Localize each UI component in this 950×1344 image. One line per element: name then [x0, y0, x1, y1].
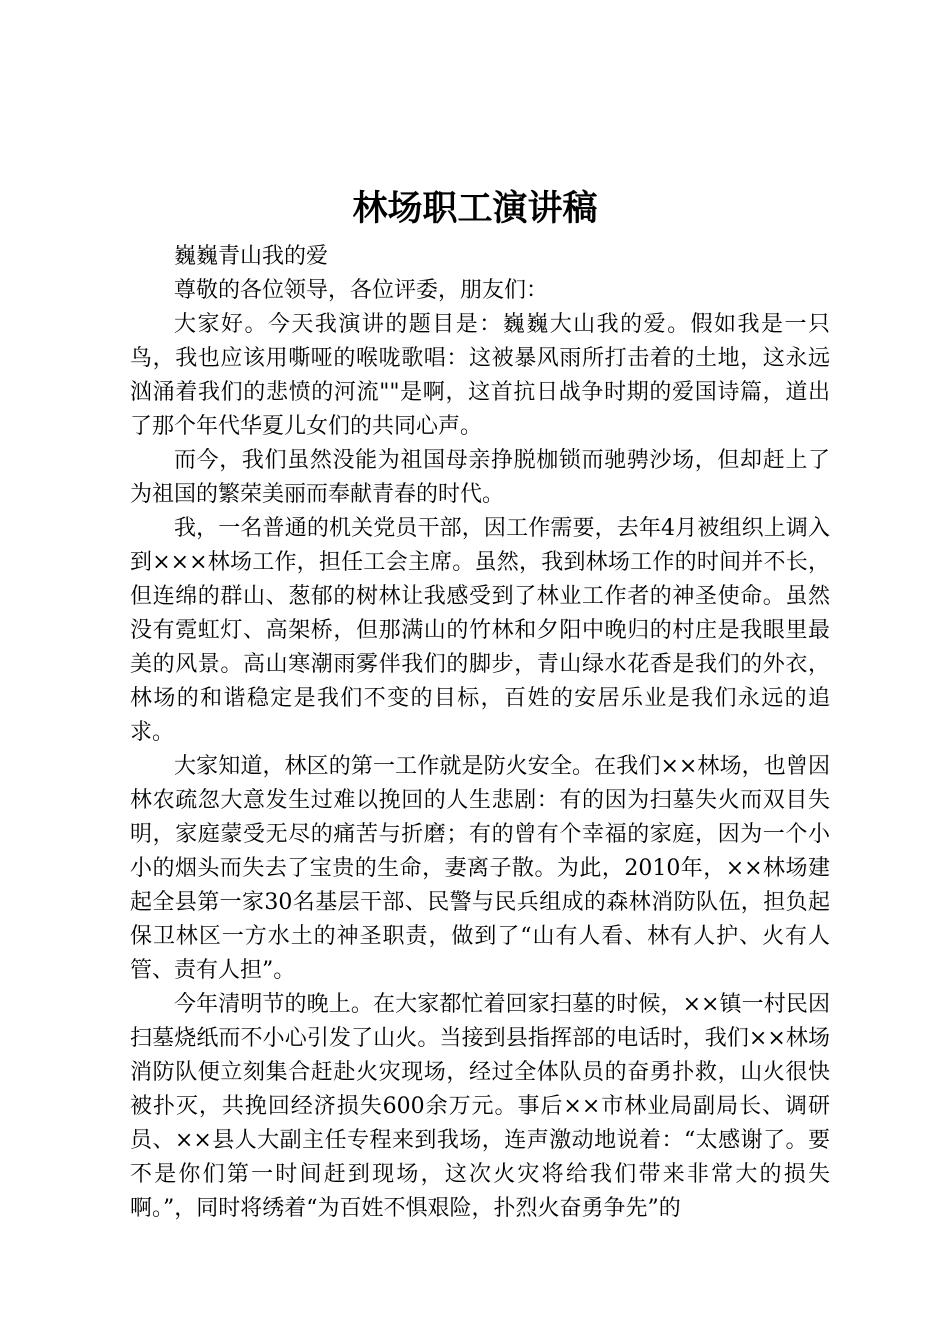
- document-title: 林场职工演讲稿: [352, 188, 598, 229]
- body-paragraph: 而今，我们虽然没能为祖国母亲挣脱枷锁而驰骋沙场，但却赶上了为祖国的繁荣美丽而奉献青春的时代。: [130, 448, 830, 507]
- body-paragraph: 我，一名普通的机关党员干部，因工作需要，去年4月被组织上调入到×××林场工作，担任工会主席。虽然，我到林场工作的时间并不长，但连绵的群山、葱郁的树林让我感受到了林业工作者的神圣使命。虽然没有霓虹灯、高架桥，但那满山的竹林和夕阳中晚归的村庄是我眼里最美的风景。高山寒潮雨雾伴我们的脚步，青山绿水花香是我们的外衣，林场的和谐稳定是我们不变的目标，百姓的安居乐业是我们永远的追求。: [130, 516, 830, 745]
- body-paragraph: 大家知道，林区的第一工作就是防火安全。在我们××林场，也曾因林农疏忽大意发生过难以挽回的人生悲剧：有的因为扫墓失火而双目失明，家庭蒙受无尽的痛苦与折磨；有的曾有个幸福的家庭，因为一个小小的烟头而失去了宝贵的生命，妻离子散。为此，2010年，××林场建起全县第一家30名基层干部、民警与民兵组成的森林消防队伍，担负起保卫林区一方水土的神圣职责，做到了“山有人看、林有人护、火有人管、责有人担”。: [130, 754, 830, 983]
- body-paragraph: 今年清明节的晚上。在大家都忙着回家扫墓的时候，××镇一村民因扫墓烧纸而不小心引发了山火。当接到县指挥部的电话时，我们××林场消防队便立刻集合赶赴火灾现场，经过全体队员的奋勇扑救，山火很快被扑灭，共挽回经济损失600余万元。事后××市林业局副局长、调研员、××县人大副主任专程来到我场，连声激动地说着：“太感谢了。要不是你们第一时间赶到现场，这次火灾将给我们带来非常大的损失啊。”，同时将绣着“为百姓不惧艰险，扑烈火奋勇争先”的: [130, 992, 830, 1221]
- subtitle-paragraph: 巍巍青山我的爱: [174, 244, 329, 269]
- document-body: [130, 240, 830, 1226]
- salutation-paragraph: 尊敬的各位领导，各位评委，朋友们：: [174, 278, 549, 303]
- body-paragraph: 大家好。今天我演讲的题目是：巍巍大山我的爱。假如我是一只鸟，我也应该用嘶哑的喉咙歌唱：这被暴风雨所打击着的土地，这永远汹涌着我们的悲愤的河流""是啊，这首抗日战争时期的爱国诗篇，道出了那个年代华夏儿女们的共同心声。: [130, 312, 830, 439]
